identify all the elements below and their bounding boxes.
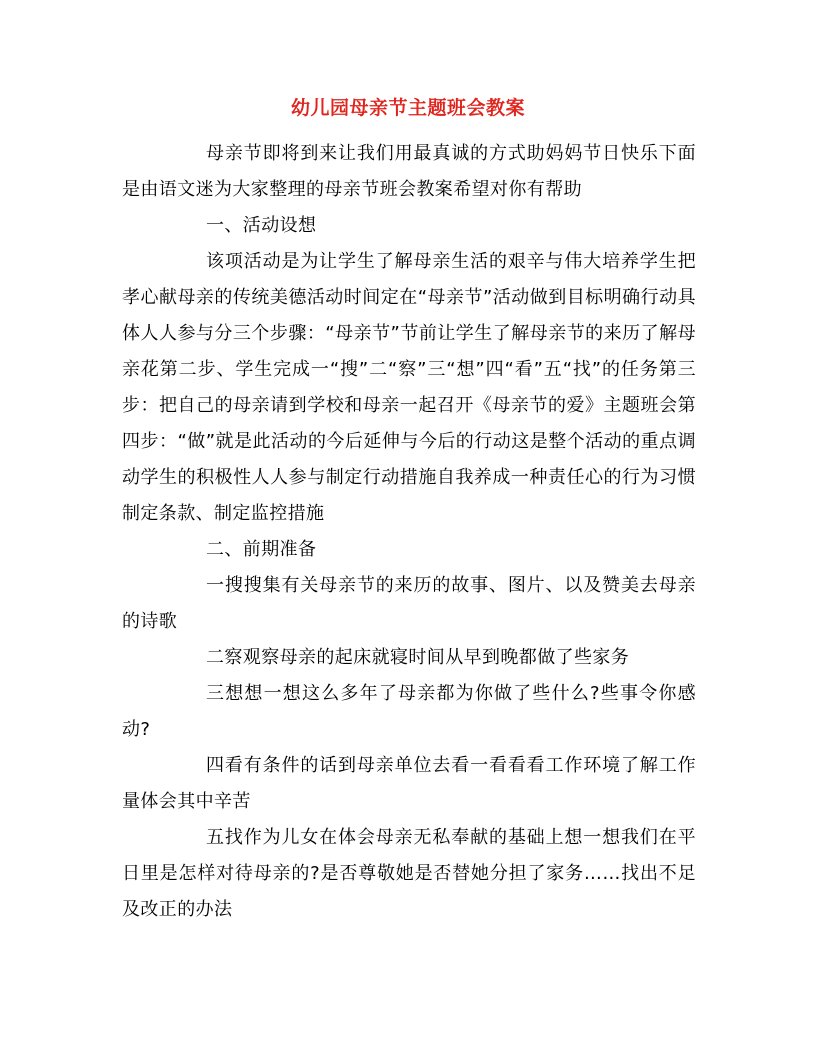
section-heading-preparation: 二、前期准备 — [206, 539, 317, 560]
paragraph-activity-idea: 该项活动是为让学生了解母亲生活的艰辛与伟大培养学生把孝心献母亲的传统美德活动时间定在“母亲节”活动做到目标明确行动具体人人参与分三个步骤：“母亲节”节前让学生了解母亲节的来历了解母亲花第二步、学生完成一“搜”二“察”三“想”四“看”五“找”的任务第三步：把自己的母亲请到学校和母亲一起召开《母亲节的爱》主题班会第四步：“做”就是此活动的今后延伸与今后的行动这是整个活动的重点调动学生的积极性人人参与制定行动措施自我养成一种责任心的行为习惯制定条款、制定监控措施 — [122, 251, 696, 524]
paragraph-look: 四看有条件的话到母亲单位去看一看看看工作环境了解工作量体会其中辛苦 — [122, 755, 696, 812]
document-body — [122, 136, 696, 928]
section-heading-activity-idea: 一、活动设想 — [206, 215, 317, 236]
paragraph-observe: 二察观察母亲的起床就寝时间从早到晚都做了些家务 — [206, 647, 630, 668]
paragraph-intro: 母亲节即将到来让我们用最真诚的方式助妈妈节日快乐下面是由语文迷为大家整理的母亲节班会教案希望对你有帮助 — [122, 143, 696, 200]
paragraph-search: 一搜搜集有关母亲节的来历的故事、图片、以及赞美去母亲的诗歌 — [122, 575, 696, 632]
paragraph-think: 三想想一想这么多年了母亲都为你做了些什么?些事令你感动? — [122, 683, 696, 740]
document-title: 幼儿园母亲节主题班会教案 — [290, 97, 525, 119]
paragraph-find: 五找作为儿女在体会母亲无私奉献的基础上想一想我们在平日里是怎样对待母亲的?是否尊敬她是否替她分担了家务……找出不足及改正的办法 — [122, 827, 696, 920]
